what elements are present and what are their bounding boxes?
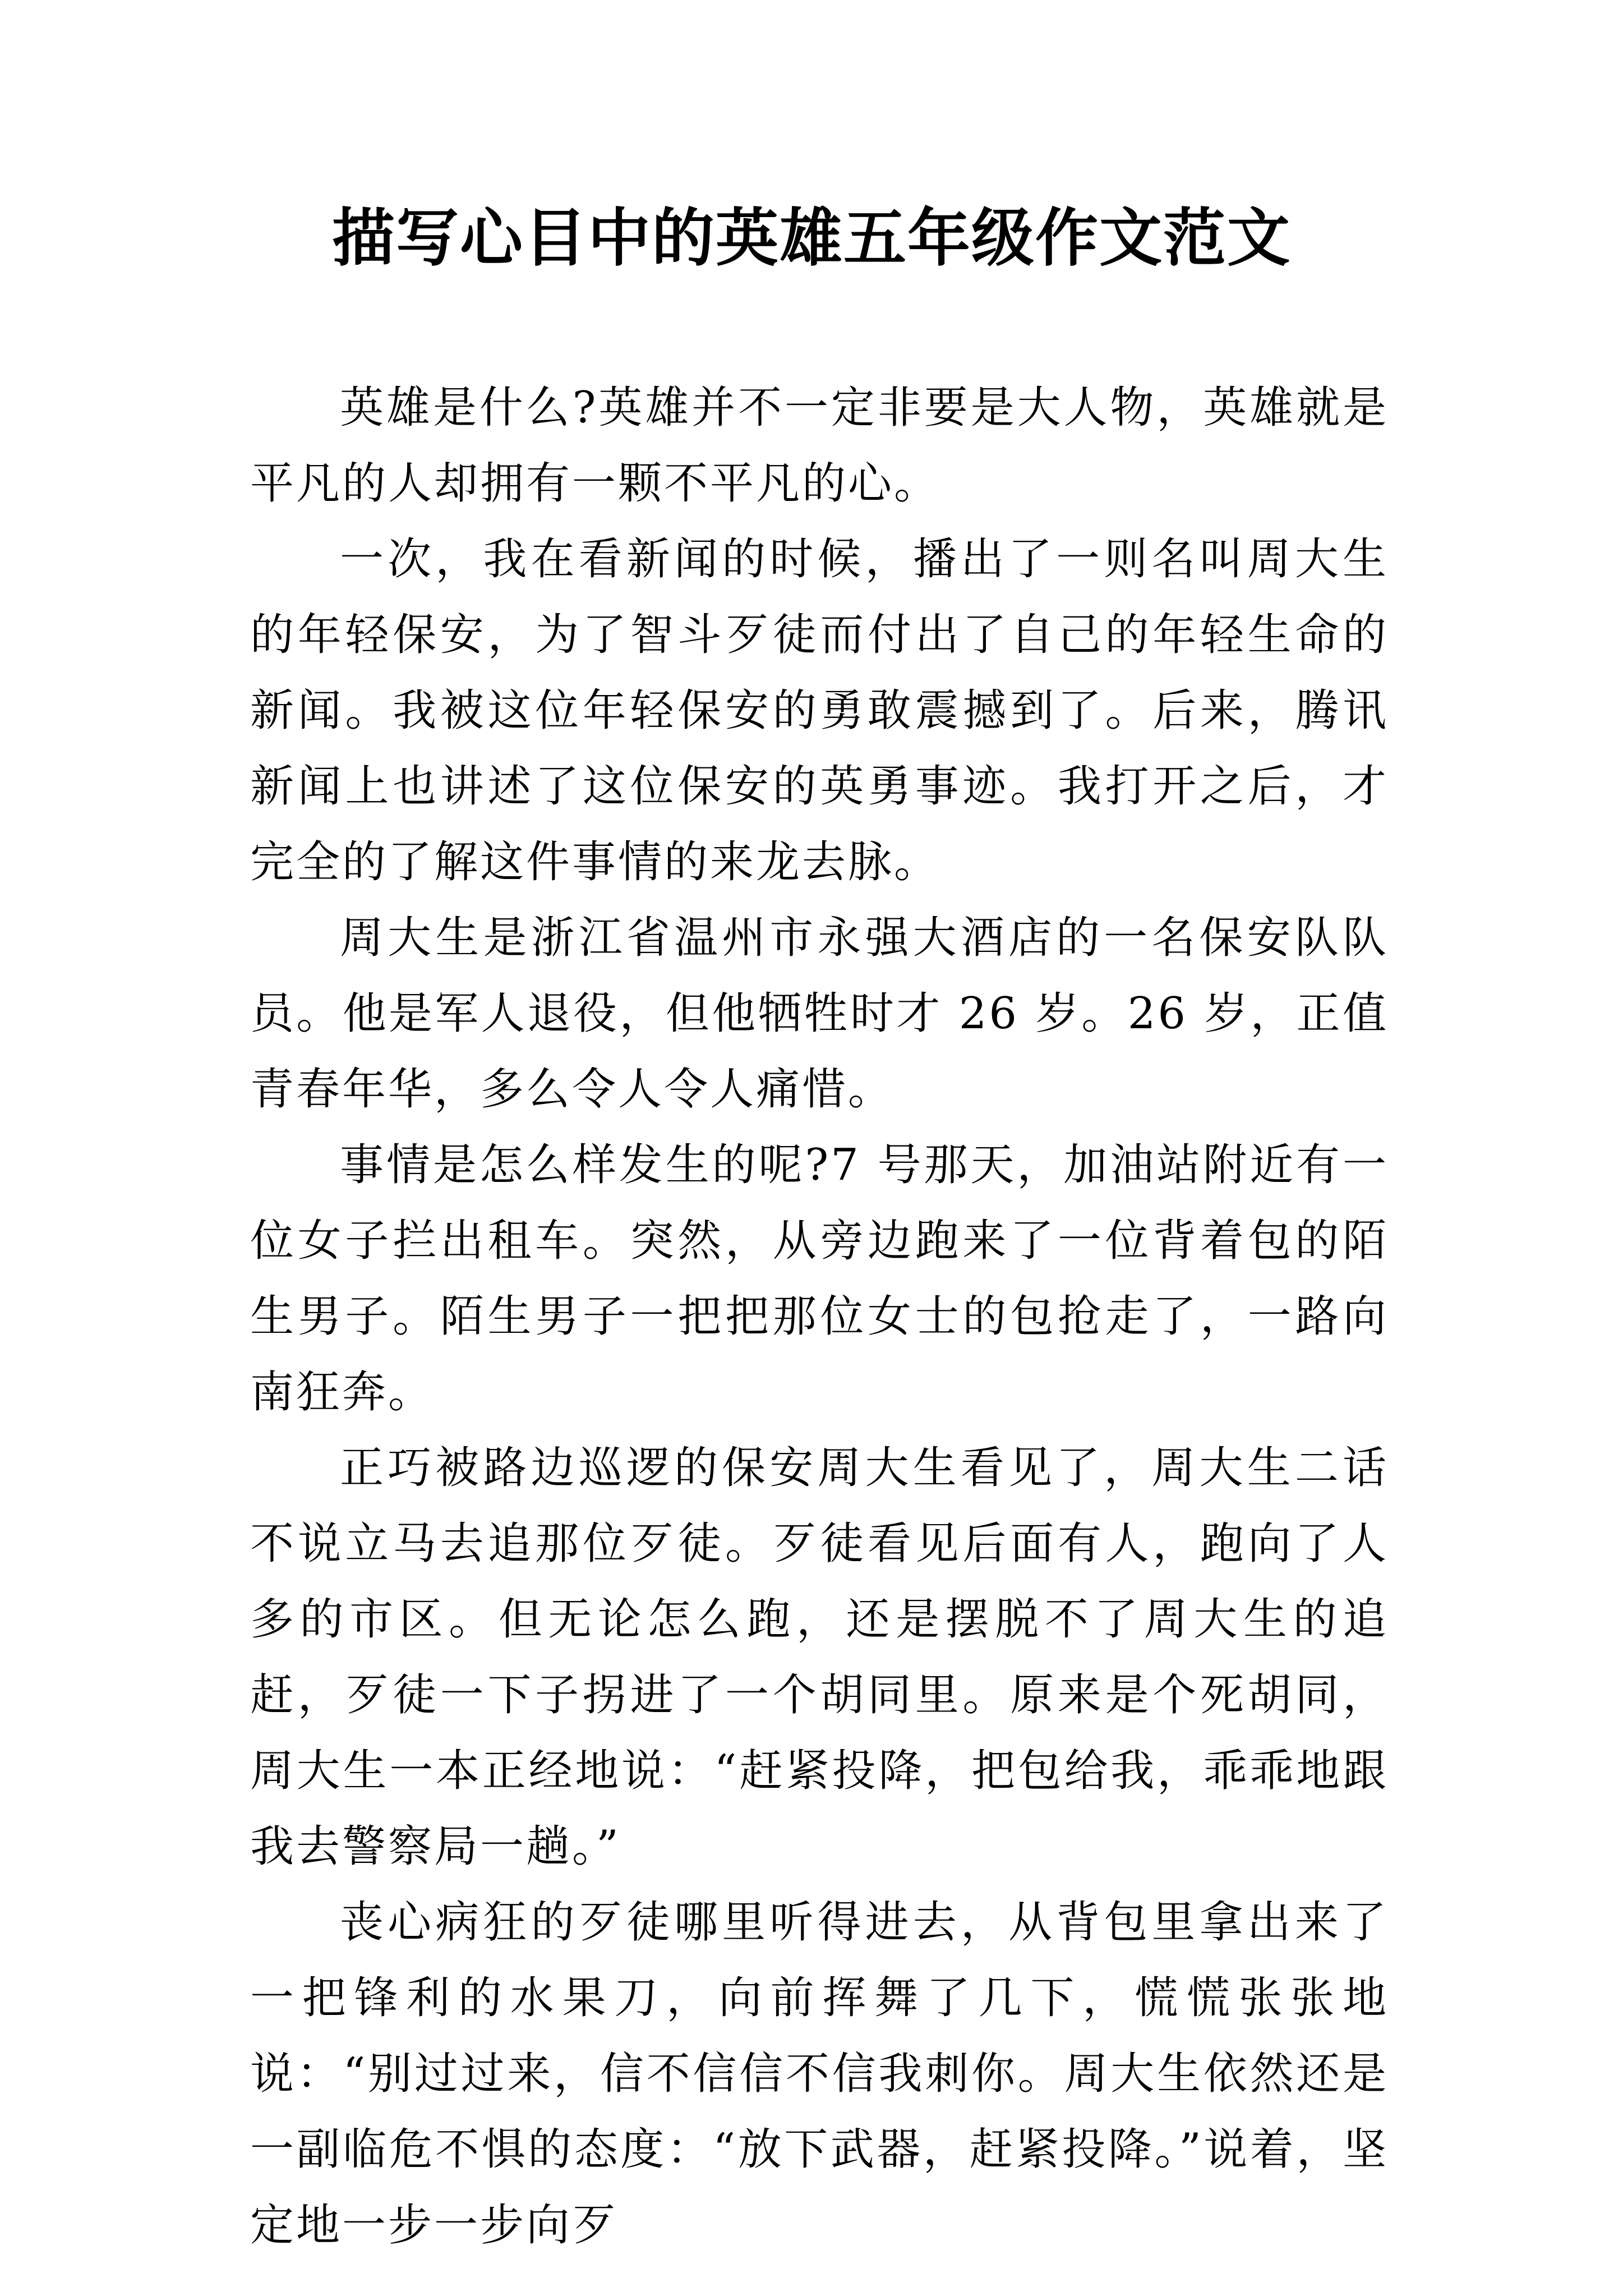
paragraph: 丧心病狂的歹徒哪里听得进去，从背包里拿出来了一把锋利的水果刀，向前挥舞了几下，慌慌张张地说：“别过过来，信不信信不信我刺你。周大生依然还是一副临危不惧的态度：“放下武器，赶紧投降。”说着，坚定地一步一步向歹	[250, 1897, 1389, 2251]
paragraph: 英雄是什么?英雄并不一定非要是大人物，英雄就是平凡的人却拥有一颗不平凡的心。	[250, 383, 1389, 509]
paragraph: 事情是怎么样发生的呢?7 号那天，加油站附近有一位女子拦出租车。突然，从旁边跑来了一位背着包的陌生男子。陌生男子一把把那位女士的包抢走了，一路向南狂奔。	[250, 1140, 1389, 1418]
document-body	[250, 370, 1389, 2263]
paragraph: 正巧被路边巡逻的保安周大生看见了，周大生二话不说立马去追那位歹徒。歹徒看见后面有人，跑向了人多的市区。但无论怎么跑，还是摆脱不了周大生的追赶，歹徒一下子拐进了一个胡同里。原来是个死胡同，周大生一本正经地说：“赶紧投降，把包给我，乖乖地跟我去警察局一趟。”	[250, 1443, 1389, 1872]
paragraph: 周大生是浙江省温州市永强大酒店的一名保安队队员。他是军人退役，但他牺牲时才 26 岁。26 岁，正值青春年华，多么令人令人痛惜。	[250, 913, 1389, 1115]
paragraph: 一次，我在看新闻的时候，播出了一则名叫周大生的年轻保安，为了智斗歹徒而付出了自己的年轻生命的新闻。我被这位年轻保安的勇敢震撼到了。后来，腾讯新闻上也讲述了这位保安的英勇事迹。我打开之后，才完全的了解这件事情的来龙去脉。	[250, 534, 1389, 887]
document-title: 描写心目中的英雄五年级作文范文	[332, 202, 1291, 275]
